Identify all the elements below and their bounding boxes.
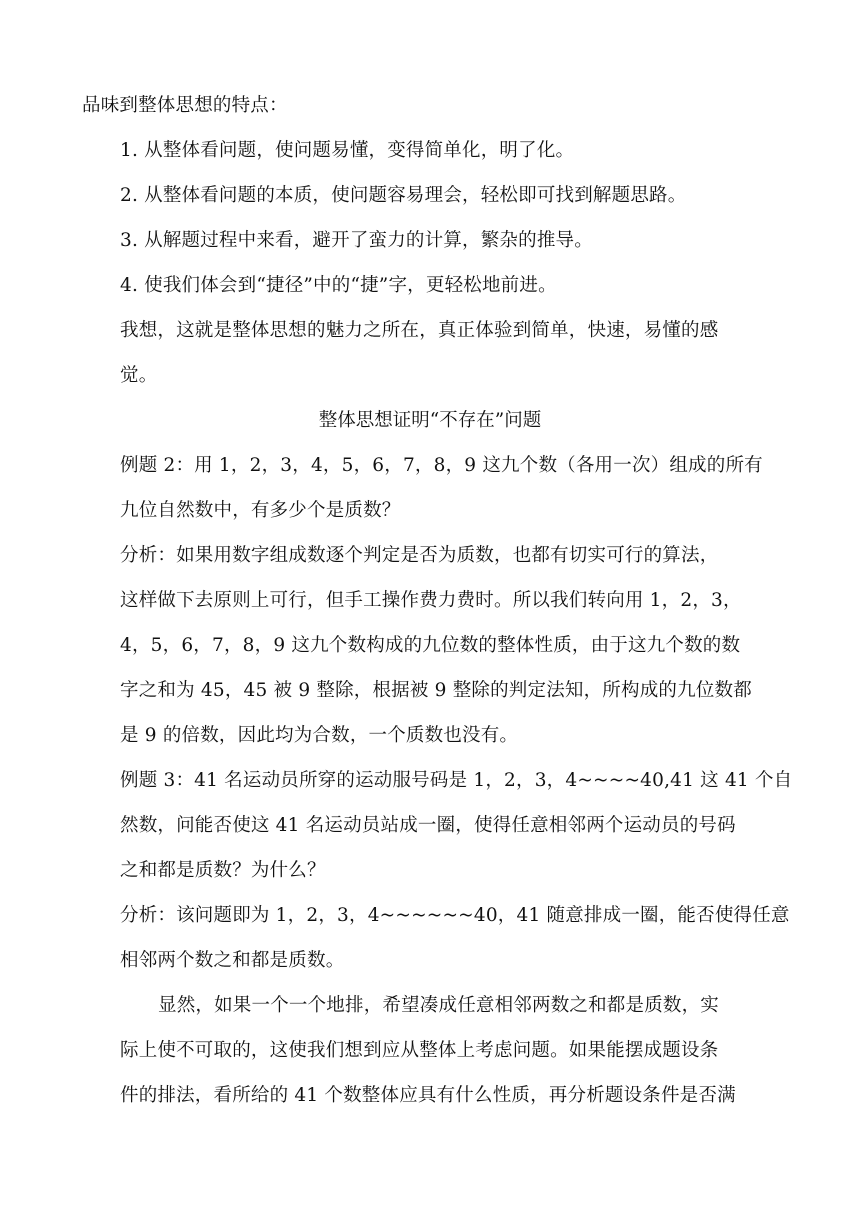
- paragraph-line-1: 显然，如果一个一个地排，希望凑成任意相邻两数之和都是质数，实: [158, 995, 720, 1016]
- analysis-3-line-1: 分析：该问题即为 1，2，3，4~~~~~~40，41 随意排成一圈，能否使得任意: [120, 905, 790, 926]
- point-1: 1. 从整体看问题，使问题易懂，变得简单化，明了化。: [120, 140, 575, 161]
- analysis-2-line-1: 分析：如果用数字组成数逐个判定是否为质数，也都有切实可行的算法，: [120, 545, 719, 566]
- analysis-2-line-3: 4，5，6，7，8，9 这九个数构成的九位数的整体性质，由于这九个数的数: [120, 635, 741, 656]
- example-2-line-2: 九位自然数中，有多少个是质数？: [120, 500, 401, 521]
- analysis-2-line-5: 是 9 的倍数，因此均为合数，一个质数也没有。: [120, 725, 519, 746]
- point-3: 3. 从解题过程中来看，避开了蛮力的计算，繁杂的推导。: [120, 230, 593, 251]
- example-3-line-1: 例题 3：41 名运动员所穿的运动服号码是 1，2，3，4~~~~40,41 这 41 个自: [120, 770, 793, 791]
- analysis-2-line-4: 字之和为 45，45 被 9 整除，根据被 9 整除的判定法知，所构成的九位数都: [120, 680, 752, 701]
- point-2: 2. 从整体看问题的本质，使问题容易理会，轻松即可找到解题思路。: [120, 185, 687, 206]
- example-3-line-3: 之和都是质数？为什么？: [120, 860, 326, 881]
- paragraph-line-3: 件的排法，看所给的 41 个数整体应具有什么性质，再分析题设条件是否满: [120, 1085, 736, 1106]
- analysis-2-line-2: 这样做下去原则上可行，但手工操作费力费时。所以我们转向用 1，2，3，: [120, 590, 742, 611]
- analysis-3-line-2: 相邻两个数之和都是质数。: [120, 950, 345, 971]
- conclusion-line-2: 觉。: [120, 365, 158, 386]
- section-title: 整体思想证明“不存在”问题: [318, 410, 542, 431]
- example-3-line-2: 然数，问能否使这 41 名运动员站成一圈，使得任意相邻两个运动员的号码: [120, 815, 736, 836]
- point-4: 4. 使我们体会到“捷径”中的“捷”字，更轻松地前进。: [120, 275, 557, 296]
- paragraph-line-2: 际上使不可取的，这使我们想到应从整体上考虑问题。如果能摆成题设条: [120, 1040, 719, 1061]
- intro-line: 品味到整体思想的特点：: [82, 95, 288, 116]
- conclusion-line-1: 我想，这就是整体思想的魅力之所在，真正体验到简单，快速，易懂的感: [120, 320, 719, 341]
- example-2-line-1: 例题 2：用 1，2，3，4，5，6，7，8，9 这九个数（各用一次）组成的所有: [120, 455, 763, 476]
